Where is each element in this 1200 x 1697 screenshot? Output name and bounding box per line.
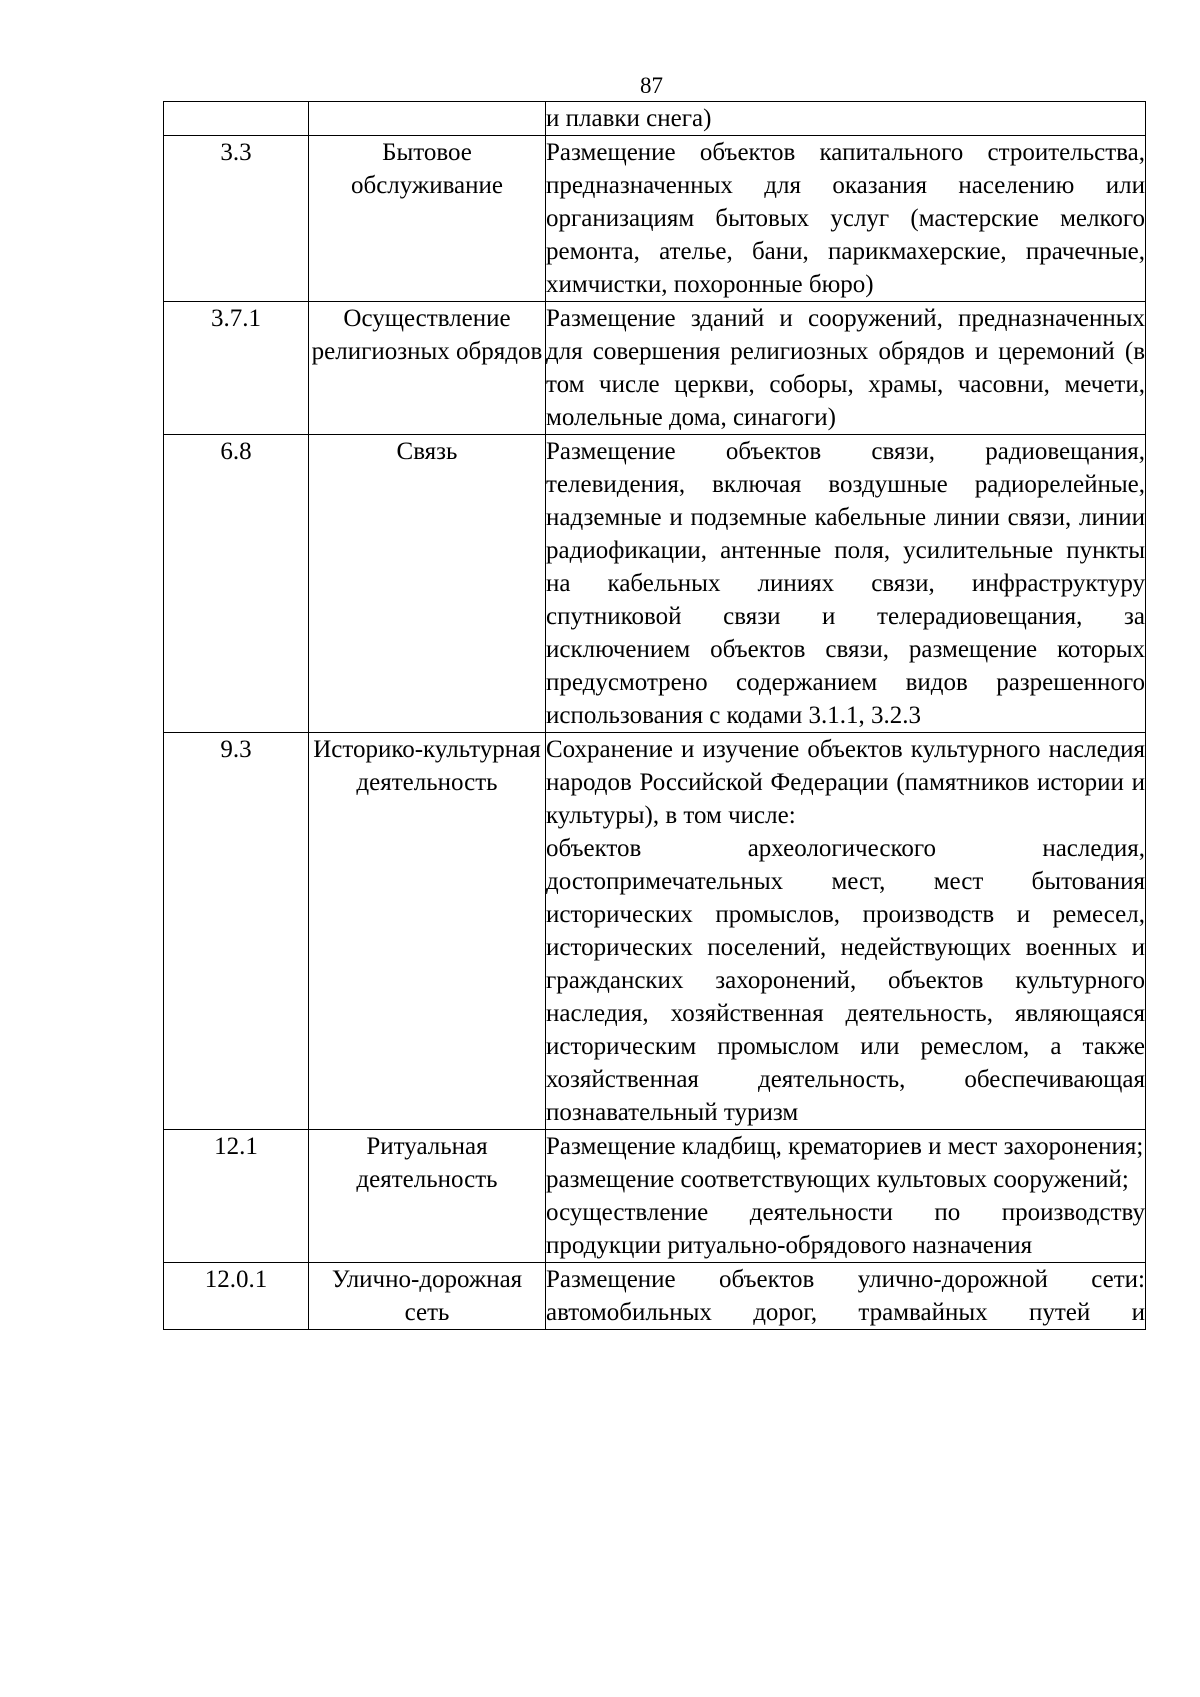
code-cell: 6.8 (164, 435, 309, 733)
description-paragraph: Размещение объектов связи, радиовещания, телевидения, включая воздушные радиорелейные, надземные и подземные кабельные линии связи, линии радиофикации, антенные поля, усилительные пункты на кабельных линиях связи, инфраструктуру спутниковой связи и телерадиовещания, за исключением объектов связи, размещение которых предусмотрено содержанием видов разрешенного использования с кодами 3.1.1, 3.2.3 (546, 438, 1145, 729)
table-row (164, 102, 1146, 136)
description-cell (546, 102, 1146, 136)
land-use-table (163, 101, 1146, 1330)
description-paragraph: Размещение кладбищ, крематориев и мест захоронения; (546, 1133, 1144, 1160)
description-cell (546, 1263, 1146, 1330)
name-cell: Связь (309, 435, 546, 733)
description-cell (546, 1130, 1146, 1263)
description-paragraph: объектов археологического наследия, достопримечательных мест, мест бытования исторических промыслов, производств и ремесел, исторических поселений, недействующих военных и гражданских захоронений, объектов культурного наследия, хозяйственная деятельность, являющаяся историческим промыслом или ремеслом, а также хозяйственная деятельность, обеспечивающая познавательный туризм (546, 835, 1145, 1126)
description-cell (546, 302, 1146, 435)
code-cell: 12.1 (164, 1130, 309, 1263)
description-paragraph: и плавки снега) (546, 105, 712, 132)
name-cell: Ритуальная деятельность (309, 1130, 546, 1263)
code-cell: 3.7.1 (164, 302, 309, 435)
name-cell: Осуществление религиозных обрядов (309, 302, 546, 435)
code-cell: 3.3 (164, 136, 309, 302)
code-cell (164, 102, 309, 136)
description-paragraph: Размещение объектов капитального строительства, предназначенных для оказания населению или организациям бытовых услуг (мастерские мелкого ремонта, ателье, бани, парикмахерские, прачечные, химчистки, похоронные бюро) (546, 139, 1145, 298)
description-paragraph: осуществление деятельности по производству продукции ритуально-обрядового назначения (546, 1199, 1145, 1259)
code-cell: 9.3 (164, 733, 309, 1130)
table-row (164, 733, 1146, 1130)
table-row (164, 1130, 1146, 1263)
description-paragraph: Размещение объектов улично-дорожной сети: автомобильных дорог, трамвайных путей и (546, 1266, 1145, 1326)
description-paragraph: Сохранение и изучение объектов культурного наследия народов Российской Федерации (памятников истории и культуры), в том числе: (546, 736, 1145, 829)
table-row (164, 1263, 1146, 1330)
description-cell (546, 136, 1146, 302)
name-cell (309, 102, 546, 136)
code-cell: 12.0.1 (164, 1263, 309, 1330)
table-row (164, 136, 1146, 302)
description-paragraph: Размещение зданий и сооружений, предназначенных для совершения религиозных обрядов и церемоний (в том числе церкви, соборы, храмы, часовни, мечети, молельные дома, синагоги) (546, 305, 1145, 431)
name-cell: Историко-культурная деятельность (309, 733, 546, 1130)
page-number: 87 (640, 73, 663, 98)
description-cell (546, 435, 1146, 733)
table-row (164, 302, 1146, 435)
name-cell: Улично-дорожная сеть (309, 1263, 546, 1330)
description-cell (546, 733, 1146, 1130)
table-row (164, 435, 1146, 733)
name-cell: Бытовое обслуживание (309, 136, 546, 302)
description-paragraph: размещение соответствующих культовых сооружений; (546, 1166, 1129, 1193)
